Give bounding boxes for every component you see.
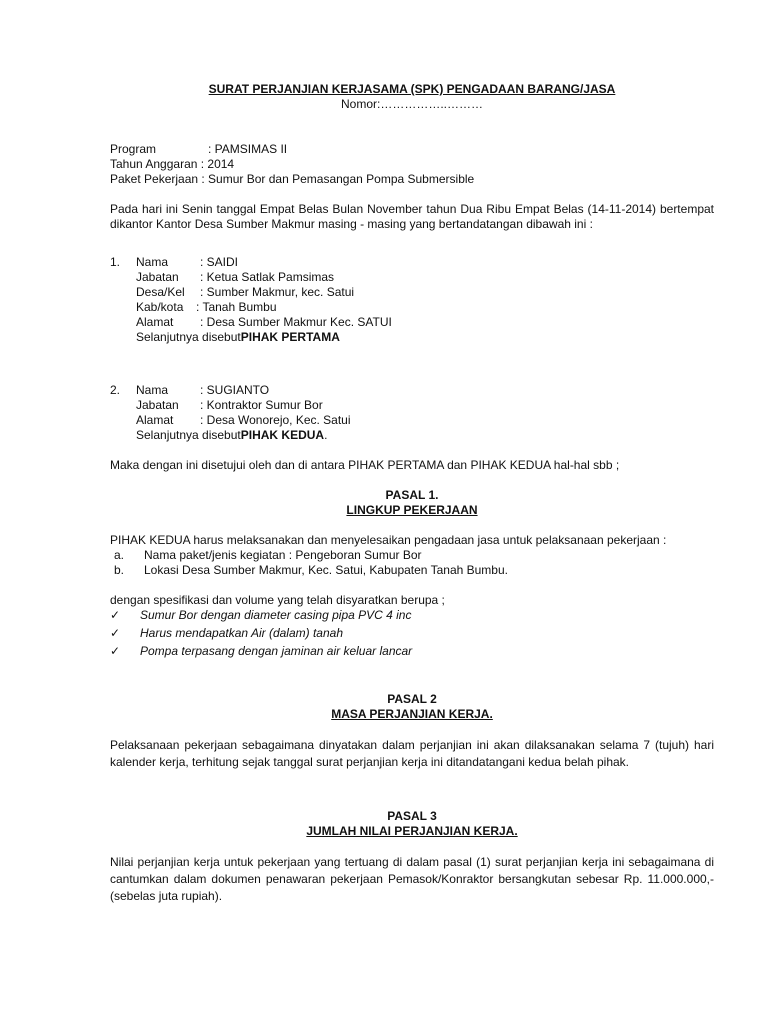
party-two-nama-label: Nama — [136, 383, 169, 397]
spec-text: dengan spesifikasi dan volume yang telah disyaratkan berupa ; — [110, 593, 445, 607]
spec-checklist — [110, 608, 714, 659]
pasal-2-text: Pelaksanaan pekerjaan sebagaimana dinyatakan dalam perjanjian ini akan dilaksanakan selama 7 (tujuh) hari kalender kerja, terhitung sejak tanggal surat perjanjian kerja ini ditandatangani kedua belah pihak. — [110, 738, 714, 769]
party-one — [110, 255, 714, 345]
document-number: Nomor:……………..……… — [340, 97, 483, 111]
list-item — [110, 626, 714, 641]
tahun-anggaran: Tahun Anggaran : 2014 — [110, 157, 235, 171]
pasal-1-subheading: LINGKUP PEKERJAAN — [346, 503, 478, 517]
party-one-role: PIHAK PERTAMA — [240, 330, 340, 344]
program-block — [110, 142, 714, 187]
list-item-text: Harus mendapatkan Air (dalam) tanah — [140, 626, 343, 640]
program-label: Program — [110, 142, 157, 156]
party-two-jabatan: : Kontraktor Sumur Bor — [200, 398, 323, 412]
pasal-3-heading: PASAL 3 — [387, 809, 437, 823]
document-page — [110, 82, 714, 905]
list-item-mark: b. — [114, 563, 125, 577]
paket-pekerjaan: Paket Pekerjaan : Sumur Bor dan Pemasangan Pompa Submersible — [110, 172, 475, 186]
pasal-1-text: PIHAK KEDUA harus melaksanakan dan menyelesaikan pengadaan jasa untuk pelaksanaan pekerjaan : — [110, 533, 667, 547]
party-one-jabatan: : Ketua Satlak Pamsimas — [200, 270, 335, 284]
party-one-alamat-label: Alamat — [136, 315, 174, 329]
check-icon: ✓ — [110, 644, 121, 658]
list-item — [110, 563, 714, 578]
document-title: SURAT PERJANJIAN KERJASAMA (SPK) PENGADAAN BARANG/JASA — [208, 82, 616, 96]
list-item-mark: a. — [114, 548, 125, 562]
party-one-alamat: : Desa Sumber Makmur Kec. SATUI — [200, 315, 392, 329]
list-item — [110, 608, 714, 623]
party-one-kab: : Tanah Bumbu — [196, 300, 277, 314]
list-item — [110, 548, 714, 563]
program-value: : PAMSIMAS II — [208, 142, 288, 156]
party-one-desa-label: Desa/Kel — [136, 285, 185, 299]
pasal-2-heading: PASAL 2 — [387, 692, 437, 706]
pasal-3-text: Nilai perjanjian kerja untuk pekerjaan yang tertuang di dalam pasal (1) surat perjanjian kerja ini sebagaimana di cantumkan dalam dokumen penawaran pekerjaan Pemasok/Konraktor bersangkutan sebesar Rp. 11.000.000,- (sebelas juta rupiah). — [110, 855, 714, 903]
party-two-alamat-label: Alamat — [136, 413, 174, 427]
document-header — [110, 82, 714, 112]
list-item-text: Lokasi Desa Sumber Makmur, Kec. Satui, Kabupaten Tanah Bumbu. — [144, 563, 508, 577]
agreement-line: Maka dengan ini disetujui oleh dan di antara PIHAK PERTAMA dan PIHAK KEDUA hal-hal sbb ; — [110, 458, 620, 472]
pasal-1-heading-block — [110, 488, 714, 518]
party-two-number: 2. — [110, 383, 121, 397]
pasal-3-heading-block — [110, 809, 714, 839]
pasal-1-heading: PASAL 1. — [385, 488, 439, 502]
party-two — [110, 383, 714, 443]
check-icon: ✓ — [110, 608, 121, 622]
list-item — [110, 644, 714, 659]
pasal-3-subheading: JUMLAH NILAI PERJANJIAN KERJA. — [306, 824, 518, 838]
party-two-nama: : SUGIANTO — [200, 383, 270, 397]
pasal-2-heading-block — [110, 692, 714, 722]
party-two-role: PIHAK KEDUA — [240, 428, 325, 442]
party-one-desa: : Sumber Makmur, kec. Satui — [200, 285, 355, 299]
party-two-alamat: : Desa Wonorejo, Kec. Satui — [200, 413, 351, 427]
party-one-selanjutnya: Selanjutnya disebut — [136, 330, 241, 344]
list-item-text: Nama paket/jenis kegiatan : Pengeboran Sumur Bor — [144, 548, 422, 562]
list-item-text: Sumur Bor dengan diameter casing pipa PVC 4 inc — [140, 608, 412, 622]
party-two-selanjutnya: Selanjutnya disebut — [136, 428, 241, 442]
party-two-role-end: . — [324, 428, 328, 442]
party-one-kab-label: Kab/kota — [136, 300, 184, 314]
list-item-text: Pompa terpasang dengan jaminan air keluar lancar — [140, 644, 413, 658]
party-two-jabatan-label: Jabatan — [136, 398, 179, 412]
pasal-1-items — [110, 548, 714, 578]
pasal-2-subheading: MASA PERJANJIAN KERJA. — [331, 707, 493, 721]
party-one-jabatan-label: Jabatan — [136, 270, 179, 284]
party-one-number: 1. — [110, 255, 121, 269]
check-icon: ✓ — [110, 626, 121, 640]
party-one-nama-label: Nama — [136, 255, 169, 269]
party-one-nama: : SAIDI — [200, 255, 239, 269]
intro-paragraph: Pada hari ini Senin tanggal Empat Belas Bulan November tahun Dua Ribu Empat Belas (14-11-2014) bertempat dikantor Kantor Desa Sumber Makmur masing - masing yang bertandatangan dibawah ini : — [110, 202, 714, 231]
